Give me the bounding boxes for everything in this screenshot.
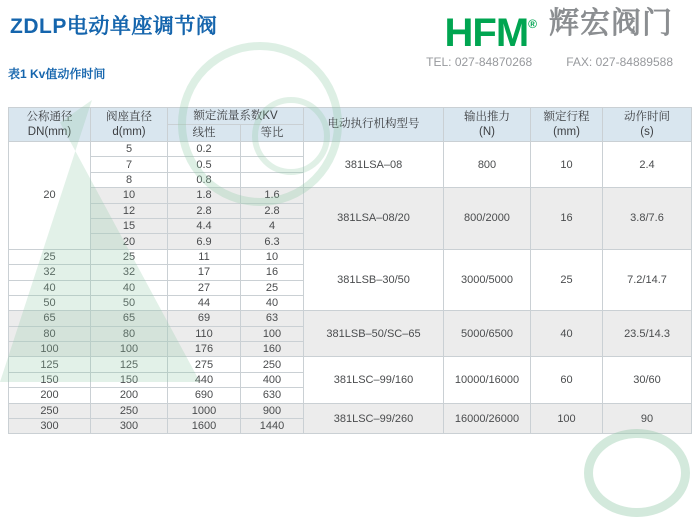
cell-kv-linear: 69 (168, 311, 241, 326)
cell-kv-equal (241, 142, 304, 157)
cell-seat-diameter: 5 (91, 142, 168, 157)
table-header (9, 108, 692, 142)
cell-dn: 32 (9, 265, 91, 280)
cell-seat-diameter: 150 (91, 372, 168, 387)
col-header-stroke-line2: (mm) (553, 125, 580, 138)
cell-kv-equal: 1.6 (241, 188, 304, 203)
cell-seat-diameter: 65 (91, 311, 168, 326)
cell-seat-diameter: 7 (91, 157, 168, 172)
col-header-thrust (444, 108, 531, 142)
cell-action-time: 30/60 (603, 357, 692, 403)
cell-action-time: 2.4 (603, 142, 692, 188)
cell-kv-equal: 63 (241, 311, 304, 326)
table-row (9, 188, 692, 203)
cell-dn: 65 (9, 311, 91, 326)
cell-seat-diameter: 8 (91, 172, 168, 187)
fax-text: FAX: 027-84889588 (566, 55, 673, 69)
col-header-action-time (603, 108, 692, 142)
registered-mark: ® (528, 17, 537, 31)
cell-stroke: 40 (531, 311, 603, 357)
cell-seat-diameter: 300 (91, 419, 168, 434)
cell-actuator-model: 381LSC–99/160 (304, 357, 444, 403)
cell-kv-equal: 900 (241, 403, 304, 418)
cell-thrust: 5000/6500 (444, 311, 531, 357)
cell-stroke: 16 (531, 188, 603, 250)
cell-dn: 250 (9, 403, 91, 418)
cell-kv-equal (241, 172, 304, 187)
col-header-kv: 额定流量系数KV (168, 108, 304, 125)
cell-kv-linear: 1600 (168, 419, 241, 434)
cell-kv-equal: 1440 (241, 419, 304, 434)
cell-kv-linear: 2.8 (168, 203, 241, 218)
cell-kv-linear: 0.8 (168, 172, 241, 187)
cell-seat-diameter: 80 (91, 326, 168, 341)
cell-stroke: 10 (531, 142, 603, 188)
cell-seat-diameter: 25 (91, 249, 168, 264)
cell-dn: 50 (9, 295, 91, 310)
cell-actuator-model: 381LSA–08 (304, 142, 444, 188)
tel-text: TEL: 027-84870268 (426, 55, 533, 69)
table-row (9, 311, 692, 326)
table-row (9, 403, 692, 418)
cell-kv-linear: 0.2 (168, 142, 241, 157)
cell-kv-linear: 690 (168, 388, 241, 403)
cell-dn: 200 (9, 388, 91, 403)
cell-action-time: 90 (603, 403, 692, 434)
cell-kv-equal (241, 157, 304, 172)
cell-actuator-model: 381LSB–50/SC–65 (304, 311, 444, 357)
cell-kv-linear: 440 (168, 372, 241, 387)
cell-action-time: 7.2/14.7 (603, 249, 692, 311)
cell-kv-equal: 100 (241, 326, 304, 341)
cell-action-time: 23.5/14.3 (603, 311, 692, 357)
cell-dn: 25 (9, 249, 91, 264)
cell-kv-linear: 27 (168, 280, 241, 295)
col-header-seat-diameter (91, 108, 168, 142)
brand-logo-row (426, 5, 673, 55)
col-header-kv-equal: 等比 (241, 125, 304, 142)
cell-actuator-model: 381LSB–30/50 (304, 249, 444, 311)
col-header-thrust-line2: (N) (479, 125, 495, 138)
cell-seat-diameter: 200 (91, 388, 168, 403)
cell-stroke: 25 (531, 249, 603, 311)
cell-kv-equal: 16 (241, 265, 304, 280)
watermark-bottom-arc-icon (584, 429, 690, 517)
brand-contact-row (426, 55, 673, 69)
table-body (9, 142, 692, 434)
cell-dn: 20 (9, 142, 91, 250)
table-header-row-1 (9, 108, 692, 125)
col-header-time-line2: (s) (640, 125, 654, 138)
col-header-dn (9, 108, 91, 142)
col-header-d-line2: d(mm) (112, 125, 146, 138)
col-header-actuator-model: 电动执行机构型号 (304, 108, 444, 142)
cell-seat-diameter: 10 (91, 188, 168, 203)
cell-kv-equal: 10 (241, 249, 304, 264)
cell-kv-equal: 4 (241, 218, 304, 233)
cell-kv-linear: 44 (168, 295, 241, 310)
cell-seat-diameter: 250 (91, 403, 168, 418)
cell-kv-linear: 17 (168, 265, 241, 280)
table-row (9, 249, 692, 264)
kv-action-time-table (8, 107, 692, 434)
col-header-dn-line2: DN(mm) (27, 125, 72, 138)
col-header-kv-linear: 线性 (168, 125, 241, 142)
cell-kv-linear: 275 (168, 357, 241, 372)
cell-kv-equal: 630 (241, 388, 304, 403)
brand-logo-text: HFM (444, 11, 529, 55)
cell-seat-diameter: 125 (91, 357, 168, 372)
col-header-dn-line1: 公称通径 (26, 110, 73, 123)
cell-kv-equal: 6.3 (241, 234, 304, 249)
cell-kv-equal: 25 (241, 280, 304, 295)
cell-thrust: 10000/16000 (444, 357, 531, 403)
cell-thrust: 16000/26000 (444, 403, 531, 434)
cell-thrust: 800 (444, 142, 531, 188)
table-row (9, 142, 692, 157)
cell-kv-linear: 1000 (168, 403, 241, 418)
cell-kv-equal: 250 (241, 357, 304, 372)
col-header-stroke (531, 108, 603, 142)
cell-kv-linear: 11 (168, 249, 241, 264)
cell-stroke: 100 (531, 403, 603, 434)
cell-seat-diameter: 12 (91, 203, 168, 218)
cell-dn: 80 (9, 326, 91, 341)
table-row (9, 357, 692, 372)
cell-action-time: 3.8/7.6 (603, 188, 692, 250)
cell-dn: 100 (9, 342, 91, 357)
cell-seat-diameter: 15 (91, 218, 168, 233)
col-header-thrust-line1: 输出推力 (464, 110, 510, 123)
cell-seat-diameter: 50 (91, 295, 168, 310)
cell-thrust: 3000/5000 (444, 249, 531, 311)
cell-kv-linear: 176 (168, 342, 241, 357)
cell-kv-linear: 4.4 (168, 218, 241, 233)
brand-name-cn: 辉宏阀门 (549, 7, 673, 40)
cell-kv-linear: 110 (168, 326, 241, 341)
col-header-time-line1: 动作时间 (624, 110, 670, 123)
brand-logo-hfm (444, 5, 537, 55)
cell-seat-diameter: 20 (91, 234, 168, 249)
cell-kv-linear: 6.9 (168, 234, 241, 249)
page-title: ZDLP电动单座调节阀 (10, 15, 218, 38)
cell-stroke: 60 (531, 357, 603, 403)
cell-kv-equal: 2.8 (241, 203, 304, 218)
cell-kv-equal: 40 (241, 295, 304, 310)
cell-dn: 300 (9, 419, 91, 434)
cell-dn: 40 (9, 280, 91, 295)
cell-thrust: 800/2000 (444, 188, 531, 250)
table-caption: 表1 Kv值动作时间 (8, 67, 106, 81)
cell-kv-linear: 0.5 (168, 157, 241, 172)
cell-kv-equal: 400 (241, 372, 304, 387)
cell-seat-diameter: 40 (91, 280, 168, 295)
cell-actuator-model: 381LSC–99/260 (304, 403, 444, 434)
col-header-d-line1: 阀座直径 (106, 110, 152, 123)
cell-seat-diameter: 100 (91, 342, 168, 357)
cell-seat-diameter: 32 (91, 265, 168, 280)
brand-block (426, 5, 673, 69)
cell-dn: 125 (9, 357, 91, 372)
cell-actuator-model: 381LSA–08/20 (304, 188, 444, 250)
cell-dn: 150 (9, 372, 91, 387)
cell-kv-equal: 160 (241, 342, 304, 357)
kv-table-container (8, 107, 691, 434)
cell-kv-linear: 1.8 (168, 188, 241, 203)
col-header-stroke-line1: 额定行程 (543, 110, 590, 123)
